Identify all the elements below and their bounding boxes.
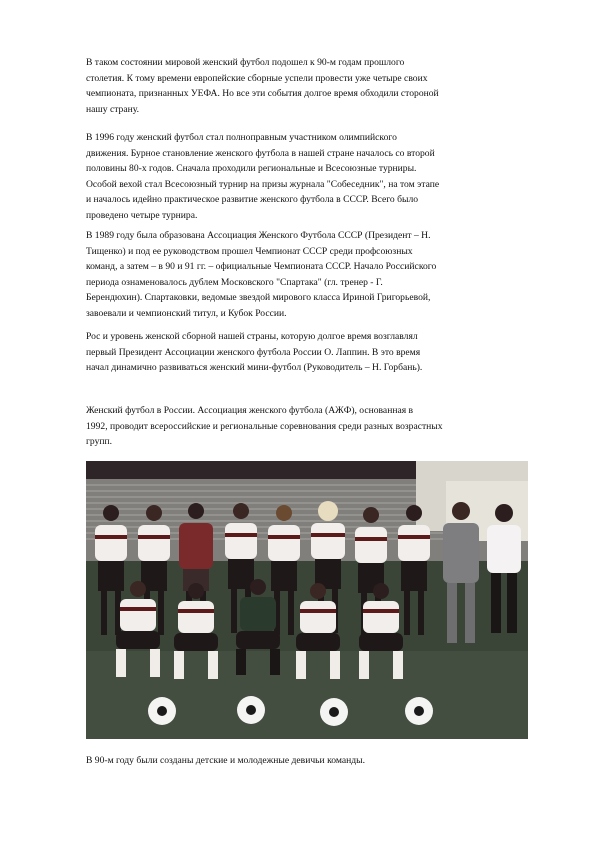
paragraph-4: Рос и уровень женской сборной нашей страны, которую долгое время возглавлял первый Президент Ассоциации женского футбола России О. Лаппин. В это время начал динамично развиваться женский мини-футбол (Руководитель – Н. Горбань). [86, 331, 423, 374]
paragraph-2: В 1996 году женский футбол стал полноправным участником олимпийского движения. Бурное становление женского футбола в нашей стране началось со второй половины 80-х годов. Сначала проходили региональные и Всесоюзные турниры. Особой вехой стал Всесоюзный турнир на призы журнала "Собеседник", на том этапе и началось идейно практическое развитие женского футбола в СССР. Всего было проведено четыре турнира. [86, 132, 440, 221]
paragraph-6: В 90-м году были созданы детские и молодежные девичьи команды. [86, 755, 365, 766]
paragraph-1: В таком состоянии мировой женский футбол подошел к 90-м годам прошлого столетия. К тому времени европейские сборные успели провести уже четыре своих чемпионата, признанных УЕФА. Но все эти события долгое время обходили стороной нашу страну. [86, 57, 439, 115]
paragraph-3: В 1989 году была образована Ассоциация Женского Футбола СССР (Президент – Н. Тищенко) и под ее руководством прошел Чемпионат СССР среди профсоюзных команд, а затем – в 90 и 91 гг. – официальные Чемпионата СССР. Начало Российского периода ознаменовалось дублем Московского "Спартака" (гл. тренер - Г. Берендюхин). Спартаковки, ведомые звездой мирового класса Ириной Григорьевой, завоевали и чемпионский титул, и Кубок России. [86, 230, 437, 319]
team-photo [86, 461, 528, 739]
paragraph-5: Женский футбол в России. Ассоциация женского футбола (АЖФ), основанная в 1992, проводит всероссийские и региональные соревнования среди разных возрастных групп. [86, 405, 443, 448]
